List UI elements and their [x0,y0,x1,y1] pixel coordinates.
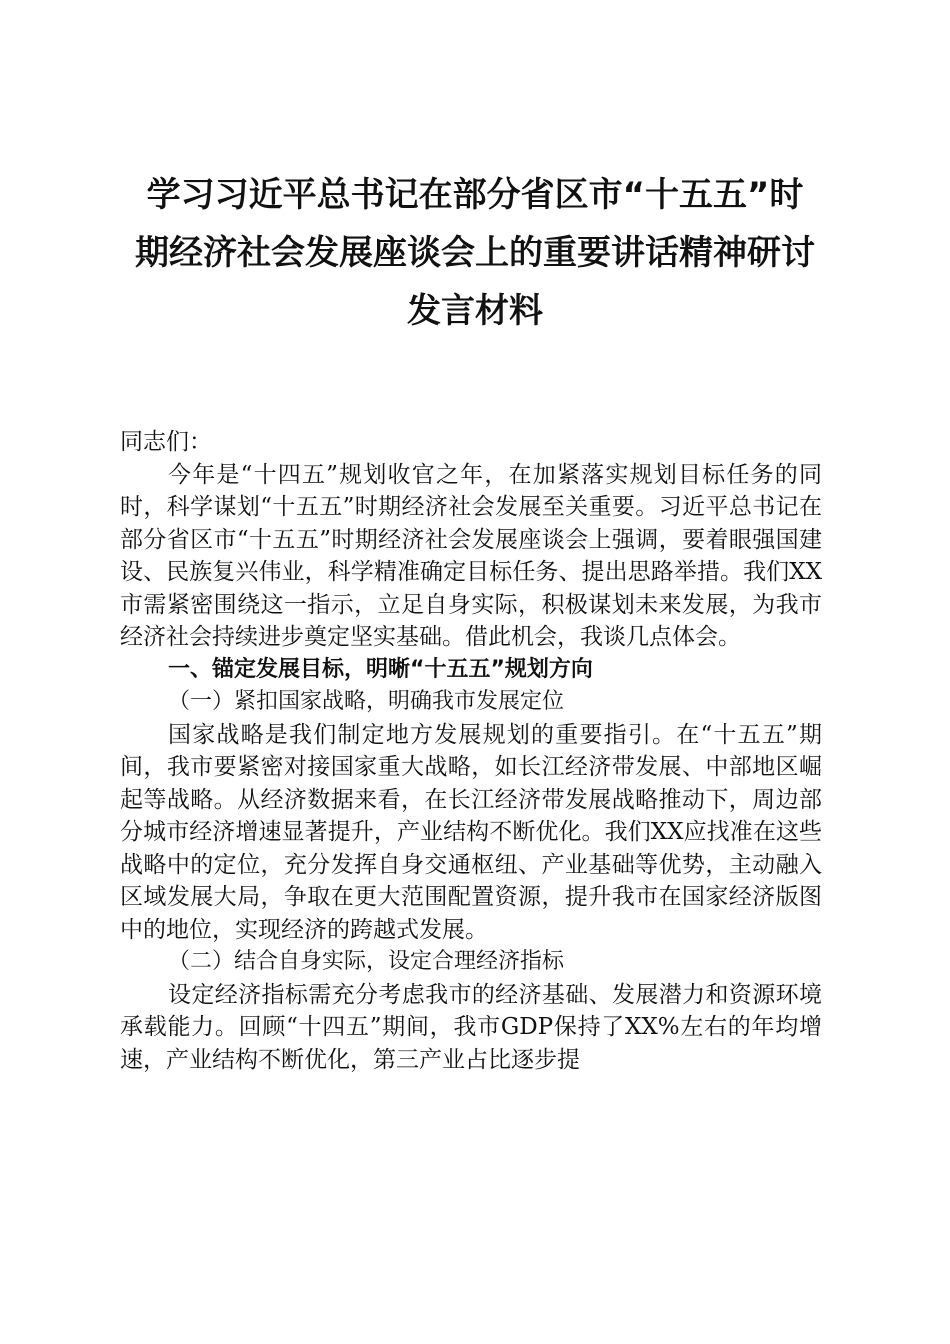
title-line-1: 学习习近平总书记在部分省区市“十五五”时 [146,175,804,215]
document-title [110,166,840,340]
subsection-2-paragraph: 设定经济指标需充分考虑我市的经济基础、发展潜力和资源环境承载能力。回顾“十四五”期间，我市GDP保持了XX%左右的年均增速，产业结构不断优化，第三产业占比逐步提 [120,981,822,1073]
intro-paragraph: 今年是“十四五”规划收官之年，在加紧落实规划目标任务的同时，科学谋划“十五五”时期经济社会发展至关重要。习近平总书记在部分省区市“十五五”时期经济社会发展座谈会上强调，要着眼强国建设、民族复兴伟业，科学精准确定目标任务、提出思路举措。我们XX市需紧密围绕这一指示，立足自身实际，积极谋划未来发展，为我市经济社会持续进步奠定坚实基础。借此机会，我谈几点体会。 [120,461,822,650]
title-line-2: 期经济社会发展座谈会上的重要讲话精神研讨 [135,233,815,273]
section-1-heading: 一、锚定发展目标，明晰“十五五”规划方向 [168,656,593,682]
document-body [120,426,822,1076]
salutation: 同志们： [120,429,212,455]
subsection-2-heading: （二）结合自身实际，设定合理经济指标 [168,949,565,974]
subsection-1-paragraph: 国家战略是我们制定地方发展规划的重要指引。在“十五五”期间，我市要紧密对接国家重大战略，如长江经济带发展、中部地区崛起等战略。从经济数据来看，在长江经济带发展战略推动下，周边部分城市经济增速显著提升，产业结构不断优化。我们XX应找准在这些战略中的定位，充分发挥自身交通枢纽、产业基础等优势，主动融入区域发展大局，争取在更大范围配置资源，提升我市在国家经济版图中的地位，实现经济的跨越式发展。 [120,721,822,943]
title-line-3: 发言材料 [407,291,543,331]
subsection-1-heading: （一）紧扣国家战略，明确我市发展定位 [168,689,565,714]
